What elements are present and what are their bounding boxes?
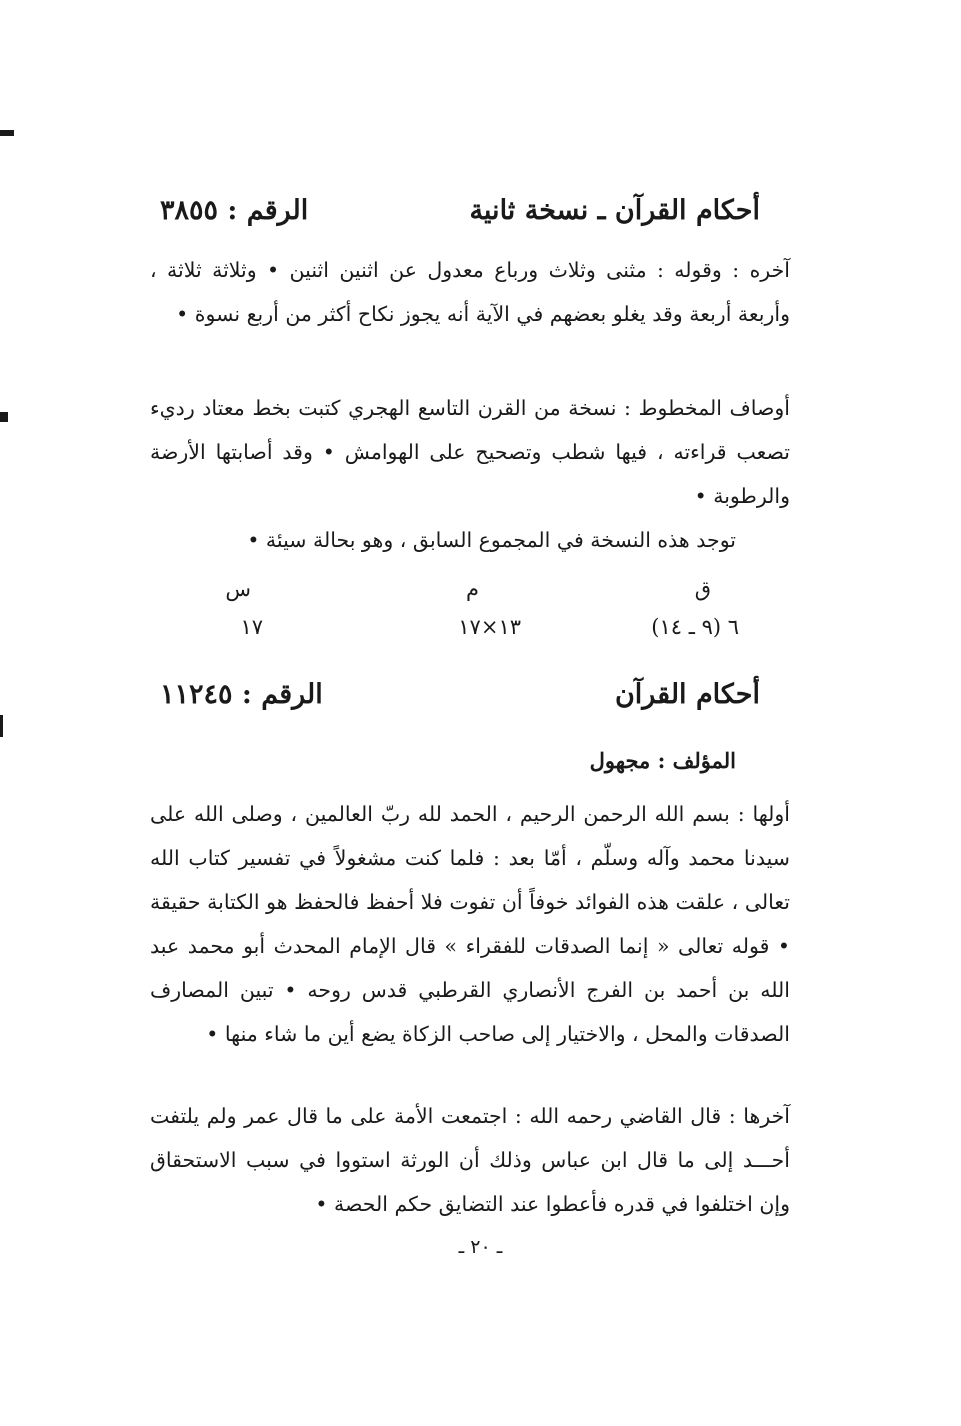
meta-value-leaves: ٦ (٩ ـ ١٤) — [651, 615, 739, 639]
entry1-heading — [160, 186, 760, 234]
meta-value-size: ١٣×١٧ — [458, 615, 521, 639]
entry1-description-paragraph: أوصاف المخطوط : نسخة من القرن التاسع الهجري كتبت بخط معتاد رديء تصعب قراءته ، فيها شطب وتصحيح على الهوامش • وقد أصابتها الأرضة والرطوبة • — [150, 396, 790, 508]
entry2-title: أحكام القرآن — [614, 678, 760, 710]
entry2-author: المؤلف : مجهول — [589, 748, 736, 773]
scan-margin-mark — [0, 130, 14, 136]
page-number: ـ ٢٠ ـ — [458, 1236, 503, 1258]
entry2-heading — [160, 670, 760, 718]
entry2-opening-paragraph: أولها : بسم الله الرحمن الرحيم ، الحمد لله ربّ العالمين ، وصلى الله على سيدنا محمد وآله وسلّم ، أمّا بعد : فلما كنت مشغولاً في تفسير كتاب الله تعالى ، علقت هذه الفوائد خوفاً أن تفوت فلا أحفظ فالحفظ هو الكتابة حقيقة • قوله تعالى « إنما الصدقات للفقراء » قال الإمام المحدث أبو محمد عبد الله بن أحمد بن الفرج الأنصاري القرطبي قدس روحه • تبين المصارف الصدقات والمحل ، والاختيار إلى صاحب الزكاة يضع أين ما شاء منها • — [150, 802, 790, 1046]
scan-margin-mark — [0, 715, 3, 737]
meta-label-leaves: ق — [694, 577, 711, 601]
meta-label-lines: س — [225, 577, 251, 601]
entry2-number: الرقم : ١١٢٤٥ — [160, 678, 323, 710]
entry1-title: أحكام القرآن ـ نسخة ثانية — [469, 194, 760, 226]
meta-label-size: م — [465, 577, 479, 601]
meta-value-lines: ١٧ — [240, 615, 263, 639]
scan-margin-mark — [0, 412, 8, 422]
entry1-number: الرقم : ٣٨٥٥ — [160, 194, 309, 226]
entry1-location-line: توجد هذه النسخة في المجموع السابق ، وهو بحالة سيئة • — [247, 528, 736, 552]
entry1-ending-paragraph: آخره : وقوله : مثنى وثلاث ورباع معدول عن اثنين اثنين • وثلاثة ثلاثة ، وأربعة أربعة وقد يغلو بعضهم في الآية أنه يجوز نكاح أكثر من أربع نسوة • — [150, 258, 790, 326]
entry2-ending-paragraph: آخرها : قال القاضي رحمه الله : اجتمعت الأمة على ما قال عمر ولم يلتفت أحـــد إلى ما قال ابن عباس وذلك أن الورثة استووا في سبب الاستحقاق وإن اختلفوا في قدره فأعطوا عند التضايق حكم الحصة • — [150, 1104, 790, 1216]
